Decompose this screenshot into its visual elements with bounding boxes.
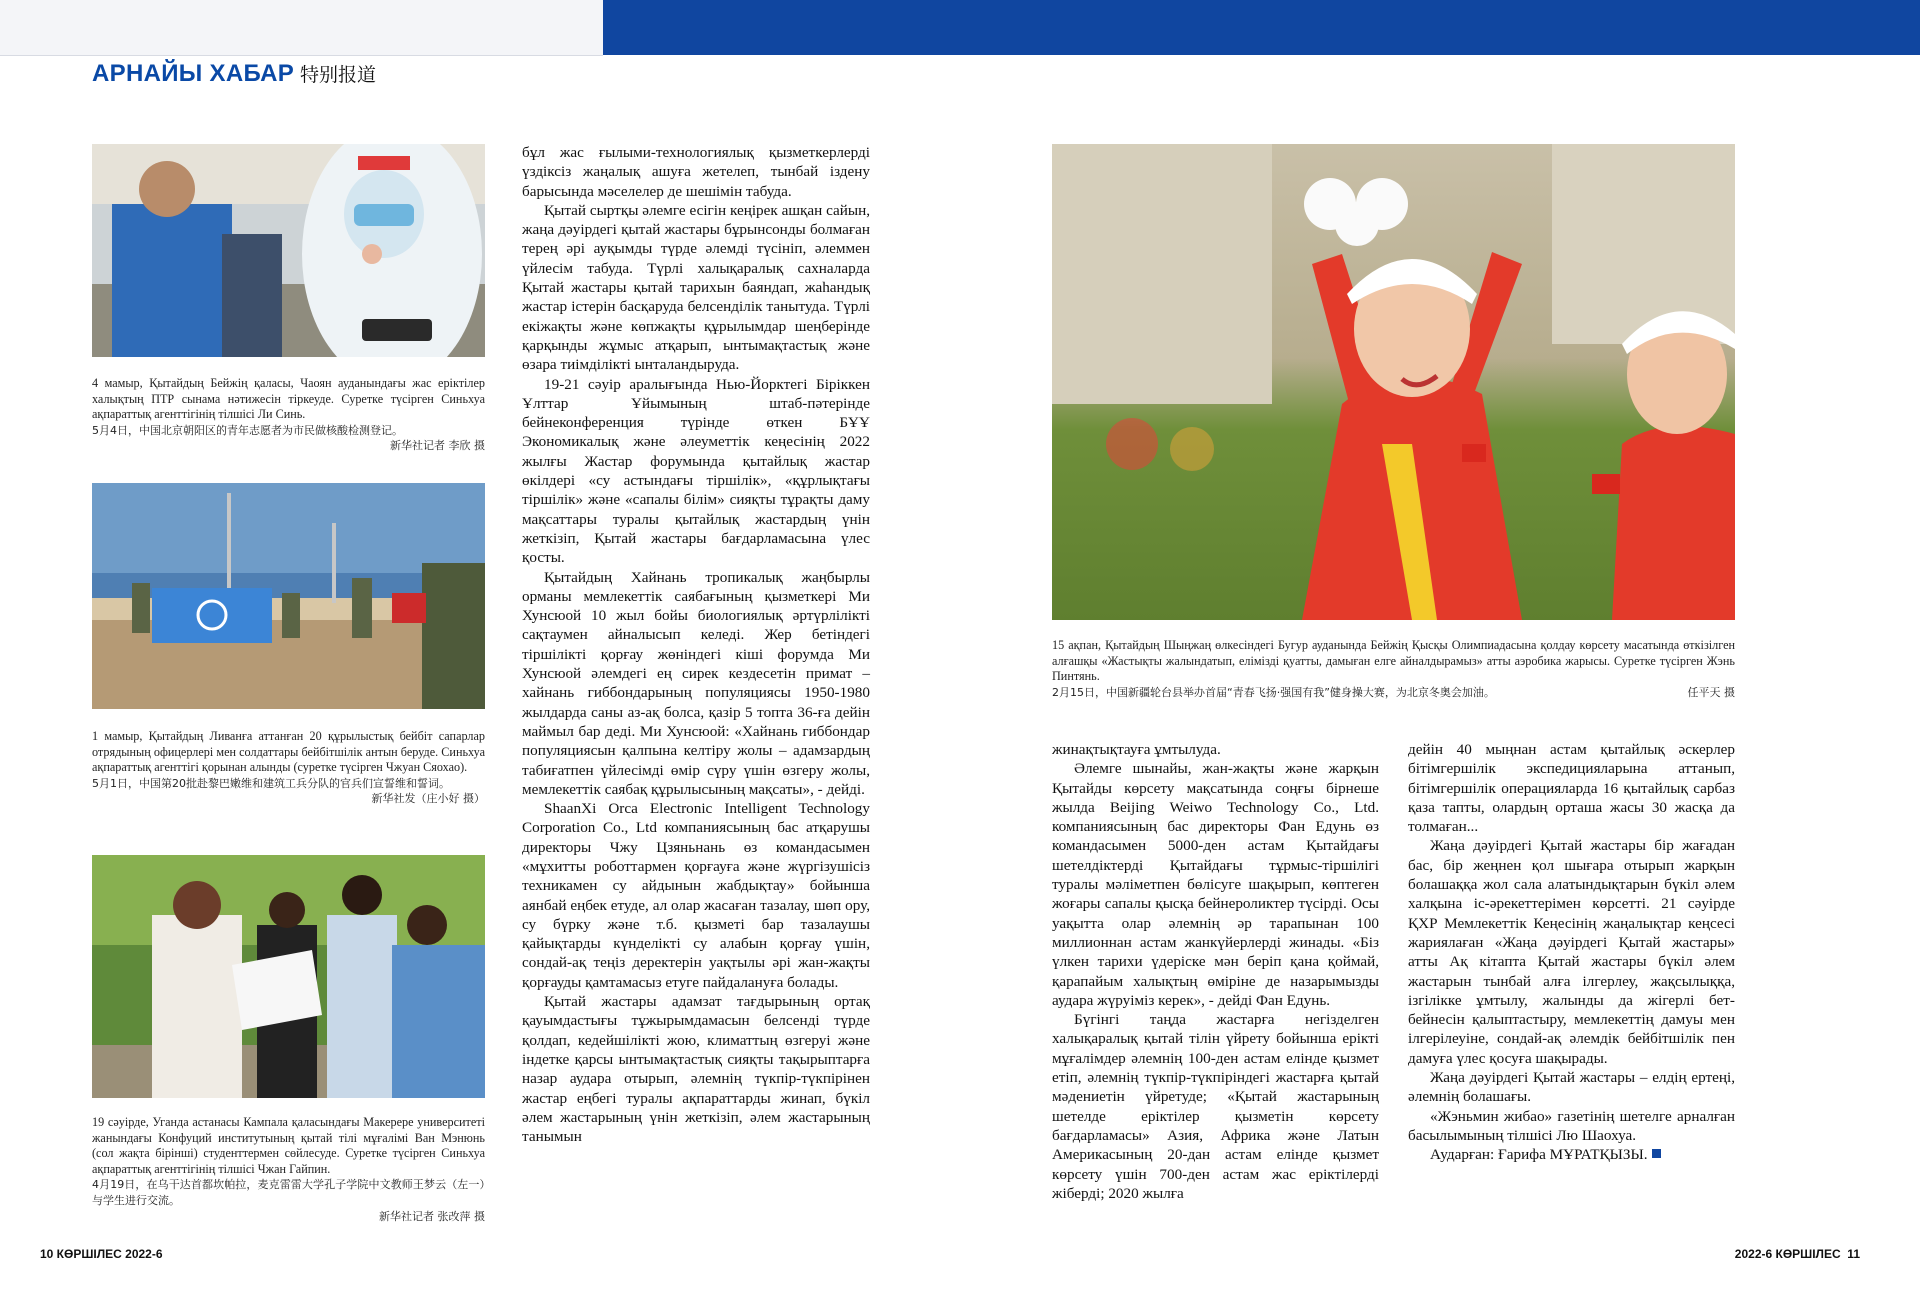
paragraph: Әлемге шынайы, жан-жақты және жарқын Қытайды көрсету мақсатында соңғы бірнеше жылда Beijing Weiwo Technology Co., Ltd. компаниясының бас директоры Фан Едунь өз командасымен 5000-ден астам Қытайдағы шетелдіктерді Қытайдағы тұрмыс-тіршілігі туралы мәліметпен бөлісуге шақырып, көптеген жоғары сапалы қысқа бейнероликтер түсірді. Осы уақытта олар әлемнің әр тарапынан 100 миллионнан астам жанкүйерлерді жинады. «Біз үлкен тарихи үдерiске мән беріп қана қоймай, қарапайым халықтың өміріне де назарымызды аудара жүруіміз керек», - дейді Фан Едунь. — [1052, 760, 1379, 1009]
photo-aerobics-competition — [1052, 144, 1735, 620]
paragraph: 19-21 сәуір аралығында Нью-Йорктегі Біріккен Ұлттар Ұйымының штаб-пәтерінде бейнеконференция түрінде өткен БҰҰ Экономикалық және әлеуметтік кеңесінің 2022 жылғы Жастар форумында қытайлық жастар өкілдері «су астындағы тіршілік», «құрлықтағы тіршілік» және «сапалы білім» сияқты тұрақты даму мақсаттары туралы қытайлық жастардың үнін жеткізіп, Қытай жастары бағдарламасына үлес қосты. — [522, 375, 870, 567]
caption-chinese: 5月4日，中国北京朝阳区的青年志愿者为市民做核酸检测登记。 — [92, 423, 403, 437]
photo-credit: 新华社发（庄小好 摄） — [371, 792, 485, 806]
photo-peacekeepers-oath — [92, 483, 485, 709]
paragraph: ShaanXi Orca Electronic Intelligent Technology Corporation Co., Ltd компаниясының бас атқарушы директоры Чжу Цзяньнань өз командасымен «мұхитты роботтармен қорғауға және жүргізушісіз техникамен су айдынын жабдықтау» бойынша аянбай еңбек етуде, ал олар жасаған тазалау, шөп ору, су бүрку және т.б. қызметі бар тазалаушы қайықтарды күнделікті су алабын қорғау үшін, сондай-ақ теңіз деректерін уақтылы әрі жан-жақты қорғауды қамтамасыз етуге пайдалануға болады. — [522, 800, 870, 991]
paragraph: «Жэньмин жибао» газетінің шетелге арналған басылымының тілшісі Лю Шаохуа. — [1408, 1107, 1735, 1144]
caption-kazakh: 19 сәуірде, Уганда астанасы Кампала қаласындағы Макерере университеті жанындағы Конфуций институтының қытай тілі мұғалімі Ван Мэнюнь (сол жақта бірінші) студенттермен сөйлесуде. Суретке түсірген Синьхуа ақпараттық агенттігінің тілшісі Чжан Гайпин. — [92, 1115, 485, 1176]
caption-chinese: 4月19日，在乌干达首都坎帕拉，麦克雷雷大学孔子学院中文教师王梦云（左一）与学生进行交流。 — [92, 1178, 485, 1207]
photo-volunteers-ptr — [92, 144, 485, 357]
translator-credit: Аударған: Ғарифа МҰРАТҚЫЗЫ. — [1430, 1146, 1648, 1164]
photo-caption-1 — [92, 376, 485, 454]
section-title-kazakh: АРНАЙЫ ХАБАР — [92, 60, 295, 87]
caption-chinese: 5月1日，中国第20批赴黎巴嫩维和建筑工兵分队的官兵们宣誓维和誓词。 — [92, 776, 450, 790]
header-bar-right — [603, 0, 1920, 55]
paragraph: дейін 40 мыңнан астам қытайлық әскерлер бітімгершілік экспедицияларына аттанып, бітімгершілік операцияларда 16 қытайлық сарбаз қаза тапты, олардың орташа жасы 30 жасқа да толмаған... — [1408, 741, 1735, 836]
caption-kazakh: 4 мамыр, Қытайдың Бейжің қаласы, Чаоян ауданындағы жас еріктілер халықтың ПТР сынама нәтижесін тіркеуде. Суретке түсірген Синьхуа ақпараттық агенттігінің тілшісі Ли Синь. — [92, 376, 485, 422]
end-mark-icon — [1652, 1149, 1661, 1158]
section-title-chinese: 特别报道 — [300, 65, 377, 86]
footer-left: 10 КӨРШІЛЕС 2022-6 — [40, 1247, 163, 1261]
paragraph: Жаңа дәуірдегі Қытай жастары бір жағадан бас, бір жеңнен қол шығара отырып жарқын болашаққа жол сала алатындықтарын бүкіл әлем халқына іс-әрекеттерімен көрсетті. 21 сәуірде ҚХР Мемлекеттік Кеңесінің жаңалықтар кеңсесі жариялаған «Жаңа дәуірдегі Қытай жастары» атты Ақ кітапта Қытай жастары бүкіл әлем жастарын тынбай алға ілгерлеу, жақсылыққа, ізгілікке ұмтылу, жалынды да жігерлі бет-бейнесін қалыптастыру, мемлекеттің дамуы мен ілгерілеуіне, сондай-ақ әлемдік бейбітшілік пен дамуға үлес қосуға шақырады. — [1408, 837, 1735, 1067]
paragraph: жинақтықтауға ұмтылуда. — [1052, 741, 1221, 758]
article-column-2 — [1052, 740, 1379, 1203]
footer-right: 2022-6 КӨРШІЛЕС 11 — [1734, 1247, 1860, 1261]
paragraph: Қытай жастары адамзат тағдырының ортақ қауымдастығы тұжырымдамасын белсенді түрде қолдап, кедейшілікті жою, климаттың өзгеруі және індетке қарсы ынтымақтастық сияқты тақырыптарға назар аудара отырып, әлемнің түкпір-түкпірінен жастар еңбегі туралы ақпараттарды жинап, бүкіл әлем жастарының үнін жеткізіп, әлем жастарының танымын — [522, 993, 870, 1146]
photo-caption-4 — [1052, 638, 1735, 700]
caption-kazakh: 15 ақпан, Қытайдың Шыңжаң өлкесіндегі Бугур ауданында Бейжің Қысқы Олимпиадасына қолдау көрсету масатында өткізілген алғашқы «Жастықты жалындатып, елімізді қуатты, дамыған елге айналдырамыз» атты аэробика жарысы. Суретке түсірген Жэнь Пинтянь. — [1052, 638, 1735, 684]
paragraph: бұл жас ғылыми-технологиялық қызметкерлерді үздіксіз жаңалық ашуға жетелеп, тынбай іздену барысында мәселелер де шешімін табуда. — [522, 144, 870, 200]
photo-teacher-students — [92, 855, 485, 1098]
paragraph: Қытай сыртқы әлемге есігін кеңірек ашқан сайын, жаңа дәуірдегі қытай жастары бұрынсонды болмаған терең әрі ауқымды түрде әлемді түсініп, әлеммен үйлесім табуда. Түрлі халықаралық сахналарда Қытай жастары қытай тарихын баяндап, жаһандық жастар істерін басқаруда белсенділік танытуда. Түрлі екіжақты және көпжақты құрылымдар шеңберінде қарқынды жұмыс атқарып, ынтымақтастық және өзара тиімділікті ынталандыруда. — [522, 201, 870, 374]
paragraph: Жаңа дәуірдегі Қытай жастары – елдің ертеңі, әлемнің болашағы. — [1408, 1069, 1735, 1106]
translator-line — [1408, 1145, 1735, 1164]
photo-credit: 新华社记者 李欣 摄 — [390, 439, 485, 453]
article-column-1 — [522, 143, 870, 1146]
section-title — [92, 60, 376, 88]
photo-caption-3 — [92, 1115, 485, 1224]
paragraph: Қытайдың Хайнань тропикалық жаңбырлы орманы мемлекеттік саябағының қызметкері Ми Хунсюой 10 жыл бойы биологиялық әртүрлілікті сақтаумен айналысып келеді. Жер бетіндегі тіршілікті қорғау жөніндегі кіші форумда Ми Хунсюой әлемдегі ең сирек кездесетін примат – хайнань гиббондарының популяциясы 1950-1980 жылдарда саны аз-ақ болса, қазір 5 топта 36-ға дейін маймыл бар деді. Ми Хунсюой: «Хайнань гиббондар популяциясын қалпына келтіру жолы – адамзардың табиғатпен үйлесімді өмір сүру үшін өзгеру жолы, мемлекеттік саябақ құрылысының мақсаты», - дейді. — [522, 568, 870, 798]
article-column-3 — [1408, 740, 1735, 1165]
photo-credit: 新华社记者 张改萍 摄 — [379, 1209, 485, 1223]
caption-chinese: 2月15日，中国新疆轮台县举办首届“青春飞扬·强国有我”健身操大赛，为北京冬奥会加油。 — [1052, 685, 1495, 699]
paragraph: Бүгінгі таңда жастарға негізделген халықаралық қытай тілін үйрету бойынша ерікті мұғалімдер әлемнің 100-ден астам елінде қызмет етіп, әлемнің түкпір-түкпіріндегі жастарға қытай мәдениетін үйретуде; «Қытай жастарының шетелде еріктілер қызметін көрсету бағдарламасы» Азия, Африка және Латын Америкасының 20-дан астам елінде қызмет көрсету үшін 700-ден астам жас еріктілерді жіберді; 2020 жылға — [1052, 1011, 1379, 1202]
caption-kazakh: 1 мамыр, Қытайдың Ливанға аттанған 20 құрылыстық бейбіт сапарлар отрядының офицерлері мен солдаттары бейбітшілік антын беруде. Синьхуа ақпараттық агенттігі қорынан алынды (суретке түсірген Чжуан Сяохао). — [92, 729, 485, 775]
photo-credit: 任平天 摄 — [1687, 685, 1735, 699]
photo-caption-2 — [92, 729, 485, 807]
header-bar-left — [0, 0, 603, 56]
